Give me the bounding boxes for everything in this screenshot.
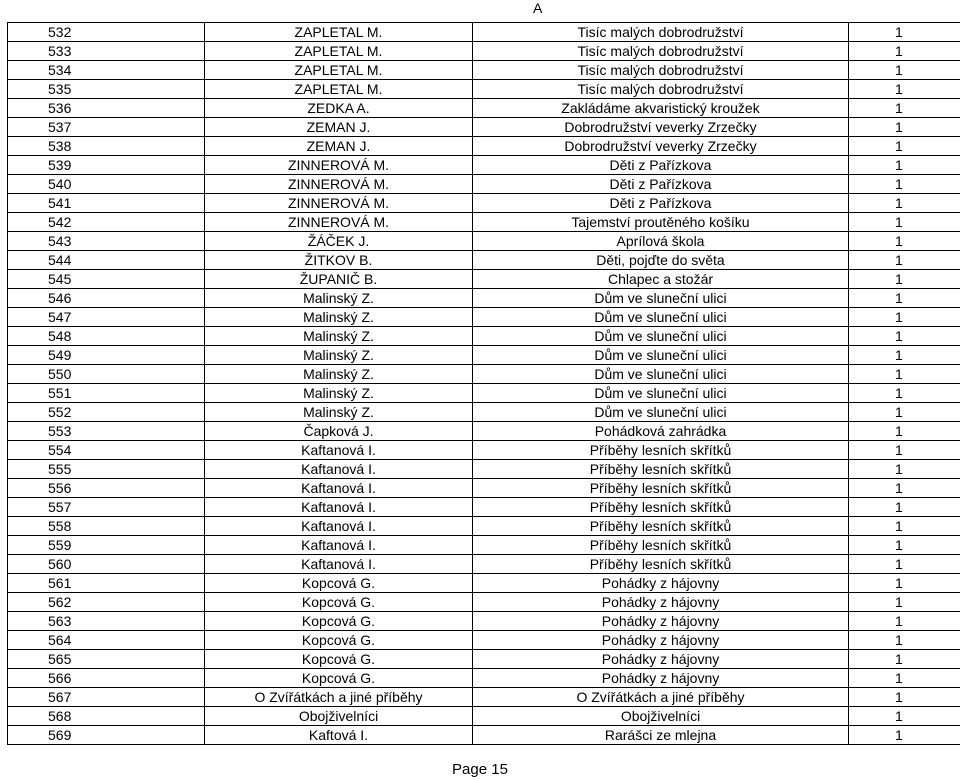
quantity-cell: 1 <box>849 346 960 365</box>
quantity-cell: 1 <box>849 384 960 403</box>
quantity-cell: 1 <box>849 118 960 137</box>
table-row <box>8 574 960 593</box>
quantity-cell: 1 <box>849 251 960 270</box>
title-cell: Příběhy lesních skřítků <box>473 441 849 460</box>
quantity-cell: 1 <box>849 99 960 118</box>
author-cell: Kaftová I. <box>205 726 473 745</box>
quantity-cell: 1 <box>849 536 960 555</box>
quantity-cell: 1 <box>849 688 960 707</box>
author-cell: ZINNEROVÁ M. <box>205 213 473 232</box>
table-row <box>8 289 960 308</box>
book-table <box>7 22 960 745</box>
table-row <box>8 726 960 745</box>
table-row <box>8 422 960 441</box>
row-number-cell: 538 <box>8 137 205 156</box>
title-cell: Rarášci ze mlejna <box>473 726 849 745</box>
table-row <box>8 61 960 80</box>
quantity-cell: 1 <box>849 327 960 346</box>
author-cell: Malinský Z. <box>205 346 473 365</box>
quantity-cell: 1 <box>849 612 960 631</box>
title-cell: Dům ve sluneční ulici <box>473 308 849 327</box>
table-row <box>8 270 960 289</box>
table-row <box>8 593 960 612</box>
quantity-cell: 1 <box>849 631 960 650</box>
author-cell: Malinský Z. <box>205 327 473 346</box>
quantity-cell: 1 <box>849 726 960 745</box>
row-number-cell: 557 <box>8 498 205 517</box>
title-cell: Dům ve sluneční ulici <box>473 384 849 403</box>
table-row <box>8 441 960 460</box>
title-cell: Děti, pojďte do světa <box>473 251 849 270</box>
author-cell: Čapková J. <box>205 422 473 441</box>
quantity-cell: 1 <box>849 422 960 441</box>
title-cell: Pohádky z hájovny <box>473 574 849 593</box>
table-row <box>8 517 960 536</box>
author-cell: Obojživelníci <box>205 707 473 726</box>
row-number-cell: 541 <box>8 194 205 213</box>
title-cell: Dům ve sluneční ulici <box>473 403 849 422</box>
quantity-cell: 1 <box>849 23 960 42</box>
author-cell: ZEMAN J. <box>205 137 473 156</box>
row-number-cell: 540 <box>8 175 205 194</box>
table-row <box>8 118 960 137</box>
title-cell: Tisíc malých dobrodružství <box>473 42 849 61</box>
title-cell: Obojživelníci <box>473 707 849 726</box>
title-cell: Dobrodružství veverky Zrzečky <box>473 137 849 156</box>
row-number-cell: 537 <box>8 118 205 137</box>
quantity-cell: 1 <box>849 479 960 498</box>
quantity-cell: 1 <box>849 365 960 384</box>
author-cell: Kopcová G. <box>205 669 473 688</box>
author-cell: Kaftanová I. <box>205 536 473 555</box>
table-row <box>8 346 960 365</box>
title-cell: Pohádky z hájovny <box>473 650 849 669</box>
table-row <box>8 80 960 99</box>
row-number-cell: 556 <box>8 479 205 498</box>
quantity-cell: 1 <box>849 80 960 99</box>
row-number-cell: 546 <box>8 289 205 308</box>
author-cell: Malinský Z. <box>205 289 473 308</box>
row-number-cell: 560 <box>8 555 205 574</box>
table-row <box>8 650 960 669</box>
table-row <box>8 251 960 270</box>
author-cell: Kaftanová I. <box>205 555 473 574</box>
author-cell: Kaftanová I. <box>205 517 473 536</box>
row-number-cell: 569 <box>8 726 205 745</box>
title-cell: Pohádková zahrádka <box>473 422 849 441</box>
quantity-cell: 1 <box>849 270 960 289</box>
title-cell: Příběhy lesních skřítků <box>473 536 849 555</box>
title-cell: Příběhy lesních skřítků <box>473 460 849 479</box>
author-cell: O Zvířátkách a jiné příběhy <box>205 688 473 707</box>
quantity-cell: 1 <box>849 42 960 61</box>
row-number-cell: 547 <box>8 308 205 327</box>
title-cell: Chlapec a stožár <box>473 270 849 289</box>
row-number-cell: 567 <box>8 688 205 707</box>
quantity-cell: 1 <box>849 498 960 517</box>
table-row <box>8 612 960 631</box>
author-cell: ZINNEROVÁ M. <box>205 194 473 213</box>
table-row <box>8 460 960 479</box>
title-cell: Děti z Pařízkova <box>473 175 849 194</box>
row-number-cell: 562 <box>8 593 205 612</box>
table-row <box>8 365 960 384</box>
author-cell: ŽÁČEK J. <box>205 232 473 251</box>
row-number-cell: 564 <box>8 631 205 650</box>
quantity-cell: 1 <box>849 707 960 726</box>
title-cell: Tisíc malých dobrodružství <box>473 80 849 99</box>
author-cell: Malinský Z. <box>205 384 473 403</box>
author-cell: Malinský Z. <box>205 308 473 327</box>
table-row <box>8 327 960 346</box>
row-number-cell: 566 <box>8 669 205 688</box>
author-cell: Kopcová G. <box>205 631 473 650</box>
row-number-cell: 554 <box>8 441 205 460</box>
quantity-cell: 1 <box>849 650 960 669</box>
quantity-cell: 1 <box>849 403 960 422</box>
author-cell: ZAPLETAL M. <box>205 61 473 80</box>
title-cell: Pohádky z hájovny <box>473 612 849 631</box>
author-cell: ŽUPANIČ B. <box>205 270 473 289</box>
quantity-cell: 1 <box>849 61 960 80</box>
author-cell: Kopcová G. <box>205 612 473 631</box>
title-cell: Příběhy lesních skřítků <box>473 498 849 517</box>
column-letter: A <box>533 0 543 16</box>
row-number-cell: 550 <box>8 365 205 384</box>
table-row <box>8 536 960 555</box>
title-cell: Příběhy lesních skřítků <box>473 479 849 498</box>
quantity-cell: 1 <box>849 441 960 460</box>
quantity-cell: 1 <box>849 213 960 232</box>
table-row <box>8 498 960 517</box>
title-cell: Dům ve sluneční ulici <box>473 289 849 308</box>
table-row <box>8 175 960 194</box>
page-number: Page 15 <box>452 761 508 778</box>
row-number-cell: 535 <box>8 80 205 99</box>
title-cell: Tisíc malých dobrodružství <box>473 61 849 80</box>
title-cell: Děti z Pařízkova <box>473 156 849 175</box>
row-number-cell: 532 <box>8 23 205 42</box>
author-cell: ZEDKA A. <box>205 99 473 118</box>
table-row <box>8 479 960 498</box>
table-row <box>8 232 960 251</box>
row-number-cell: 551 <box>8 384 205 403</box>
table-row <box>8 137 960 156</box>
row-number-cell: 563 <box>8 612 205 631</box>
author-cell: ZINNEROVÁ M. <box>205 156 473 175</box>
table-row <box>8 99 960 118</box>
row-number-cell: 536 <box>8 99 205 118</box>
table-row <box>8 688 960 707</box>
title-cell: Dům ve sluneční ulici <box>473 365 849 384</box>
author-cell: Malinský Z. <box>205 365 473 384</box>
quantity-cell: 1 <box>849 194 960 213</box>
author-cell: Kaftanová I. <box>205 460 473 479</box>
author-cell: ZINNEROVÁ M. <box>205 175 473 194</box>
row-number-cell: 542 <box>8 213 205 232</box>
quantity-cell: 1 <box>849 555 960 574</box>
row-number-cell: 545 <box>8 270 205 289</box>
quantity-cell: 1 <box>849 460 960 479</box>
row-number-cell: 565 <box>8 650 205 669</box>
author-cell: ZAPLETAL M. <box>205 23 473 42</box>
table-row <box>8 156 960 175</box>
row-number-cell: 568 <box>8 707 205 726</box>
row-number-cell: 543 <box>8 232 205 251</box>
row-number-cell: 539 <box>8 156 205 175</box>
title-cell: Pohádky z hájovny <box>473 593 849 612</box>
quantity-cell: 1 <box>849 175 960 194</box>
author-cell: Kaftanová I. <box>205 498 473 517</box>
title-cell: Příběhy lesních skřítků <box>473 555 849 574</box>
author-cell: ŽITKOV B. <box>205 251 473 270</box>
quantity-cell: 1 <box>849 289 960 308</box>
quantity-cell: 1 <box>849 232 960 251</box>
row-number-cell: 548 <box>8 327 205 346</box>
title-cell: Příběhy lesních skřítků <box>473 517 849 536</box>
author-cell: Malinský Z. <box>205 403 473 422</box>
book-table-body <box>8 23 960 745</box>
quantity-cell: 1 <box>849 308 960 327</box>
quantity-cell: 1 <box>849 517 960 536</box>
quantity-cell: 1 <box>849 669 960 688</box>
title-cell: Děti z Pařízkova <box>473 194 849 213</box>
author-cell: Kaftanová I. <box>205 441 473 460</box>
title-cell: Zakládáme akvaristický kroužek <box>473 99 849 118</box>
row-number-cell: 544 <box>8 251 205 270</box>
title-cell: Tisíc malých dobrodružství <box>473 23 849 42</box>
title-cell: Pohádky z hájovny <box>473 631 849 650</box>
quantity-cell: 1 <box>849 574 960 593</box>
quantity-cell: 1 <box>849 137 960 156</box>
title-cell: Tajemství proutěného košíku <box>473 213 849 232</box>
row-number-cell: 559 <box>8 536 205 555</box>
table-row <box>8 631 960 650</box>
title-cell: Pohádky z hájovny <box>473 669 849 688</box>
row-number-cell: 533 <box>8 42 205 61</box>
table-row <box>8 555 960 574</box>
row-number-cell: 552 <box>8 403 205 422</box>
table-row <box>8 403 960 422</box>
table-row <box>8 213 960 232</box>
author-cell: Kopcová G. <box>205 650 473 669</box>
row-number-cell: 549 <box>8 346 205 365</box>
row-number-cell: 553 <box>8 422 205 441</box>
author-cell: Kopcová G. <box>205 574 473 593</box>
author-cell: ZEMAN J. <box>205 118 473 137</box>
row-number-cell: 561 <box>8 574 205 593</box>
table-row <box>8 669 960 688</box>
author-cell: Kopcová G. <box>205 593 473 612</box>
title-cell: Dům ve sluneční ulici <box>473 346 849 365</box>
quantity-cell: 1 <box>849 593 960 612</box>
table-row <box>8 23 960 42</box>
table-row <box>8 194 960 213</box>
title-cell: Aprílová škola <box>473 232 849 251</box>
row-number-cell: 534 <box>8 61 205 80</box>
title-cell: Dobrodružství veverky Zrzečky <box>473 118 849 137</box>
author-cell: ZAPLETAL M. <box>205 42 473 61</box>
row-number-cell: 558 <box>8 517 205 536</box>
row-number-cell: 555 <box>8 460 205 479</box>
author-cell: ZAPLETAL M. <box>205 80 473 99</box>
title-cell: Dům ve sluneční ulici <box>473 327 849 346</box>
table-row <box>8 42 960 61</box>
quantity-cell: 1 <box>849 156 960 175</box>
table-row <box>8 384 960 403</box>
table-row <box>8 707 960 726</box>
table-row <box>8 308 960 327</box>
author-cell: Kaftanová I. <box>205 479 473 498</box>
title-cell: O Zvířátkách a jiné příběhy <box>473 688 849 707</box>
